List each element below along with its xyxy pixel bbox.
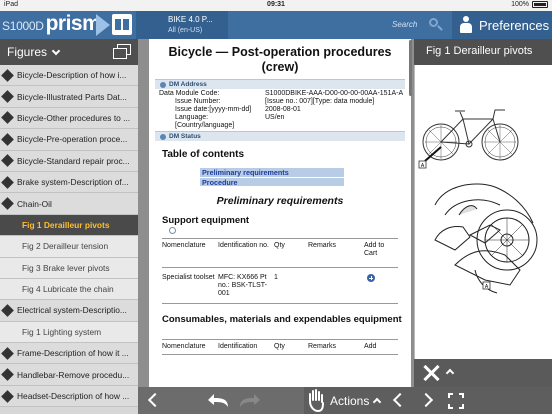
sidebar-item[interactable] [0,108,138,129]
sidebar-item-label: Bicycle-Standard repair proc... [17,155,130,166]
search-button[interactable] [424,14,446,36]
prelim-heading: Preliminary requirements [216,195,344,207]
sidebar-item-label: Chain-Oil [17,198,52,209]
derailleur-illustration [415,65,552,359]
toc-links [200,168,344,187]
undo-icon[interactable] [208,393,230,409]
dm-field-row [155,106,405,114]
preferences-button[interactable] [452,11,552,39]
sidebar-item[interactable] [0,129,138,150]
expand-icon [1,90,14,103]
preferences-label: Preferences [479,17,550,33]
document-view[interactable] [149,39,411,387]
dm-address-table [155,90,405,130]
battery-percent: 100% [511,1,529,8]
sidebar-item[interactable] [0,65,138,86]
dm-field-value: S1000DBIKE-AAA-D00-00-00-00AA-151A-A [265,90,404,97]
module-selector[interactable] [136,11,228,39]
sidebar-item[interactable] [0,86,138,107]
document-title: Bicycle — Post-operation procedures (crew) [168,45,392,74]
table-header: Nomenclature Identification no. Qty Remarks Add to Cart [162,238,398,268]
actions-button[interactable]: Actions [330,394,370,408]
toc-title: Table of contents [162,149,245,160]
sidebar-item-label: Frame-Description of how it ... [17,348,129,359]
expand-icon [1,176,14,189]
sidebar-item[interactable] [0,300,138,321]
expand-icon [1,347,14,360]
add-to-cart-icon[interactable] [367,274,375,282]
logo-brand: S1000D [2,19,44,33]
expand-icon [1,368,14,381]
dm-field-row [155,90,405,98]
sidebar-item-label: Handlebar-Remove procedu... [17,369,130,380]
figures-header [0,39,138,65]
sidebar-item[interactable] [0,364,138,385]
sidebar-item-label: Bicycle-Pre-operation proce... [17,134,128,145]
support-equipment-table [162,238,398,304]
section-icon [169,227,176,234]
toc-link-procedure[interactable]: Procedure [200,178,344,188]
collapse-icon [160,134,166,140]
status-bar [0,0,552,11]
clock: 09:31 [267,1,285,8]
dm-address-label: DM Address [169,81,207,88]
sidebar-item-label: Bicycle-Description of how i... [17,70,127,81]
dm-field-row [155,114,405,130]
sidebar-item[interactable] [0,386,138,407]
battery-indicator [511,1,548,8]
dm-field-key: Data Module Code: [159,90,220,97]
table-row: Specialist toolset MFC: KX666 Pt no.: BSK-TLST-001 1 [162,268,398,304]
tools-icon[interactable] [421,363,443,383]
expand-icon [1,304,14,317]
dm-field-key: Language:[Country/language] [175,114,235,129]
chevron-up-icon[interactable] [446,369,454,377]
toc-link-preliminary[interactable]: Preliminary requirements [200,168,344,178]
sidebar-item-label: Fig 3 Brake lever pivots [22,262,110,273]
sidebar-item-label: Electrical system-Descriptio... [17,305,127,316]
sidebar-item[interactable] [0,343,138,364]
dm-status-band[interactable] [155,131,405,141]
bottom-toolbar [138,387,552,414]
next-icon[interactable] [419,393,433,407]
figures-title[interactable]: Figures [7,45,48,59]
module-subtitle: All (en-US) [168,27,203,34]
battery-icon [532,1,548,8]
expand-icon [1,133,14,146]
windows-icon[interactable] [112,43,132,61]
figure-panel-title: Fig 1 Derailleur pivots [414,39,552,65]
sidebar-item[interactable] [0,258,138,279]
expand-icon [1,69,14,82]
sidebar-item-label: Headset-Description of how ... [17,391,130,402]
figures-list [0,65,138,414]
sidebar-item-label: Brake system-Description of... [17,177,129,188]
sidebar-item[interactable] [0,322,138,343]
table-header: Nomenclature Identification Qty Remarks Add [162,339,398,355]
consumables-table [162,339,398,355]
expand-icon [1,112,14,125]
consumables-title: Consumables, materials and expendables equipment [162,314,402,325]
dm-field-value: [Issue no.: 007][Type: data module] [265,98,375,105]
sidebar-item-label: Fig 2 Derailleur tension [22,241,109,252]
fullscreen-icon[interactable] [448,393,464,409]
support-equipment-title: Support equipment [162,215,250,226]
sidebar-item[interactable] [0,215,138,236]
sidebar-item-label: Bicycle-Illustrated Parts Dat... [17,91,127,102]
dm-field-row [155,98,405,106]
sidebar-item[interactable] [0,151,138,172]
dm-field-value: 2008-08-01 [265,106,301,113]
previous-icon[interactable] [393,393,407,407]
document-scrollbar[interactable] [409,40,412,96]
dm-field-value: US/en [265,114,285,121]
app-header [0,11,552,39]
dm-field-key: Issue date:[yyyy-mm-dd] [175,106,252,113]
expand-icon [1,154,14,167]
dm-address-band[interactable] [155,79,405,89]
app-logo [2,13,100,35]
chevron-up-icon[interactable] [373,398,381,406]
hand-icon[interactable] [306,389,328,412]
sidebar-item[interactable] [0,193,138,214]
dm-field-key: Issue Number: [175,98,221,105]
dm-status-label: DM Status [169,133,201,140]
sidebar-item-label: Fig 1 Lighting system [22,326,102,337]
figure-toolbar [414,359,552,387]
module-title: BIKE 4.0 P... [168,15,213,24]
sidebar-item-label: Fig 4 Lubricate the chain [22,284,114,295]
book-icon[interactable] [112,14,132,35]
sidebar-item-label: Fig 1 Derailleur pivots [22,219,110,230]
figure-viewer[interactable] [414,65,552,359]
sidebar-item-label: Bicycle-Other procedures to ... [17,112,131,123]
callout-a-2: A [484,284,489,290]
search-label[interactable]: Search [392,20,418,29]
user-icon [458,16,474,34]
sidebar-item[interactable] [0,279,138,300]
chevron-down-icon[interactable] [52,47,60,55]
device-label: iPad [4,1,19,8]
sidebar-item[interactable] [0,172,138,193]
logo-triangle-icon [96,14,110,36]
logo-product: prism [45,12,101,35]
collapse-icon [160,82,166,88]
expand-icon [1,390,14,403]
redo-icon[interactable] [238,393,260,409]
callout-a-1: A [420,163,425,169]
expand-icon [1,197,14,210]
sidebar-item[interactable] [0,236,138,257]
